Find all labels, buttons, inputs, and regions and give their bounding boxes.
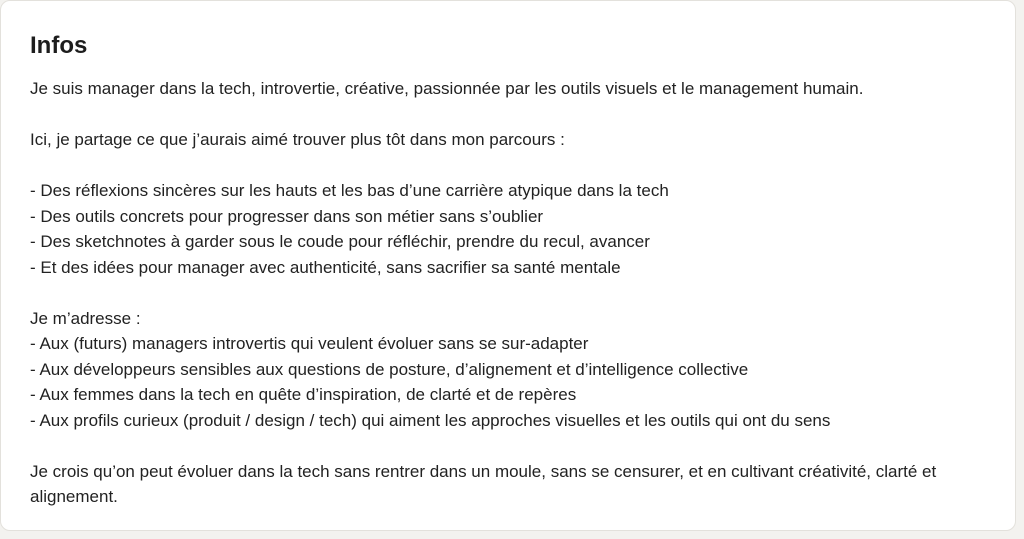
share-lead: Ici, je partage ce que j’aurais aimé trouver plus tôt dans mon parcours : [30, 130, 565, 149]
share-list-item: - Des sketchnotes à garder sous le coude pour réfléchir, prendre du recul, avancer [30, 232, 650, 251]
closing-paragraph: Je crois qu’on peut évoluer dans la tech sans rentrer dans un moule, sans se censurer, et en cultivant créativité, clarté et alignement. [30, 461, 937, 506]
audience-list-item: - Aux développeurs sensibles aux questions de posture, d’alignement et d’intelligence collective [30, 359, 749, 379]
paragraph-spacer [30, 433, 1000, 459]
audience-list-item: - Aux femmes dans la tech en quête d’inspiration, de clarté et de repères [30, 385, 577, 404]
paragraph-spacer [30, 280, 1000, 306]
share-list-item: - Des outils concrets pour progresser dans son métier sans s’oublier [30, 206, 544, 226]
audience-list-item: - Aux (futurs) managers introvertis qui veulent évoluer sans se sur-adapter [30, 334, 589, 353]
paragraph-spacer [30, 102, 1000, 128]
audience-lead: Je m’adresse : [30, 308, 141, 328]
about-text [30, 76, 1000, 510]
intro-paragraph: Je suis manager dans la tech, introvertie, créative, passionnée par les outils visuels et le management humain. [30, 79, 864, 98]
section-title: Infos [30, 32, 88, 59]
audience-list-item: - Aux profils curieux (produit / design / tech) qui aiment les approches visuelles et les outils qui ont du sens [30, 410, 831, 430]
share-list-item: - Des réflexions sincères sur les hauts et les bas d’une carrière atypique dans la tech [30, 181, 669, 200]
share-list-item: - Et des idées pour manager avec authenticité, sans sacrifier sa santé mentale [30, 257, 621, 277]
paragraph-spacer [30, 153, 1000, 179]
